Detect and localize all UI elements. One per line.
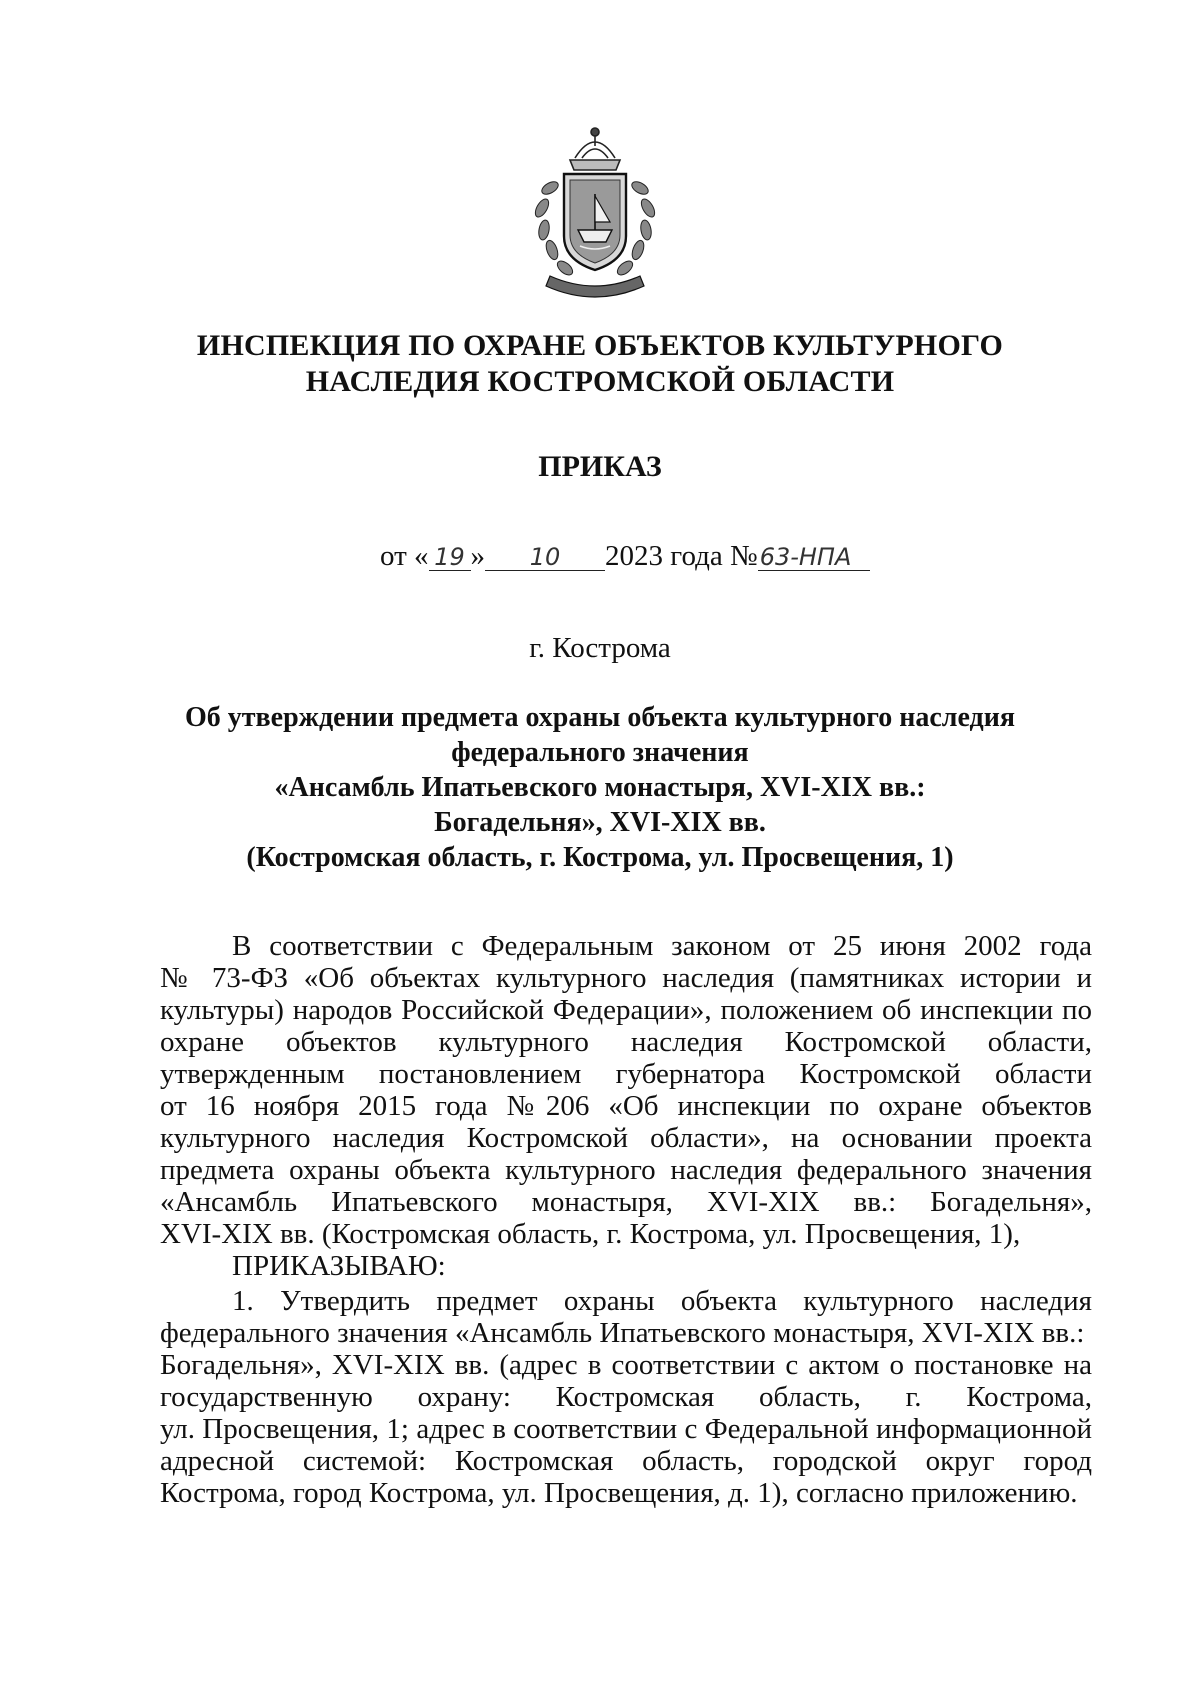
handwritten-order-number: 63-НПА: [758, 544, 870, 571]
handwritten-month: 10: [485, 544, 605, 571]
body-line: «Ансамбль Ипатьевского монастыря, XVI-XIX вв.: Богадельня»,: [160, 1186, 1092, 1218]
date-number-line: [380, 540, 870, 573]
body-line: В соответствии с Федеральным законом от 25 июня 2002 года: [232, 930, 1092, 962]
organization-name-line-1: ИНСПЕКЦИЯ ПО ОХРАНЕ ОБЪЕКТОВ КУЛЬТУРНОГО: [196, 329, 1004, 362]
body-line: государственную охрану: Костромская область, г. Кострома,: [160, 1381, 1092, 1413]
title-line: федерального значения: [451, 737, 749, 768]
body-line: федерального значения «Ансамбль Ипатьевского монастыря, XVI-XIX вв.:: [160, 1317, 1085, 1349]
date-prefix: от «: [380, 540, 429, 572]
body-line: Кострома, город Кострома, ул. Просвещения, д. 1), согласно приложению.: [160, 1477, 1078, 1509]
body-line: утвержденным постановлением губернатора Костромской области: [160, 1058, 1092, 1090]
title-line: (Костромская область, г. Кострома, ул. Просвещения, 1): [246, 842, 954, 873]
body-line: Богадельня», XVI-XIX вв. (адрес в соответствии с актом о постановке на: [160, 1349, 1092, 1381]
body-line: предмета охраны объекта культурного наследия федерального значения: [160, 1154, 1092, 1186]
body-line: 1. Утвердить предмет охраны объекта культурного наследия: [232, 1285, 1092, 1317]
date-mid: »: [470, 540, 486, 572]
document-type-heading: ПРИКАЗ: [538, 450, 662, 483]
organization-name-line-2: НАСЛЕДИЯ КОСТРОМСКОЙ ОБЛАСТИ: [305, 365, 895, 398]
title-line: Об утверждении предмета охраны объекта культурного наследия: [185, 702, 1015, 733]
body-line-order: ПРИКАЗЫВАЮ:: [232, 1250, 446, 1282]
body-line: № 73-ФЗ «Об объектах культурного наследия (памятниках истории и: [160, 962, 1092, 994]
city-name: г. Кострома: [529, 632, 671, 664]
body-line: культурного наследия Костромской области», на основании проекта: [160, 1122, 1092, 1154]
handwritten-day: 19: [429, 544, 471, 571]
body-line: от 16 ноября 2015 года №206 «Об инспекции по охране объектов: [160, 1090, 1092, 1122]
body-line: адресной системой: Костромская область, городской округ город: [160, 1445, 1092, 1477]
body-line: XVI-XIX вв. (Костромская область, г. Кострома, ул. Просвещения, 1),: [160, 1218, 1021, 1250]
coat-of-arms-emblem: [520, 118, 670, 303]
title-line: Богадельня», XVI-XIX вв.: [434, 807, 766, 838]
date-year-text: 2023 года №: [605, 540, 758, 572]
body-line: ул. Просвещения, 1; адрес в соответствии с Федеральной информационной: [160, 1413, 1092, 1445]
title-line: «Ансамбль Ипатьевского монастыря, XVI-XIX вв.:: [274, 772, 926, 803]
body-line: культуры) народов Российской Федерации», положением об инспекции по: [160, 994, 1092, 1026]
body-line: охране объектов культурного наследия Костромской области,: [160, 1026, 1092, 1058]
